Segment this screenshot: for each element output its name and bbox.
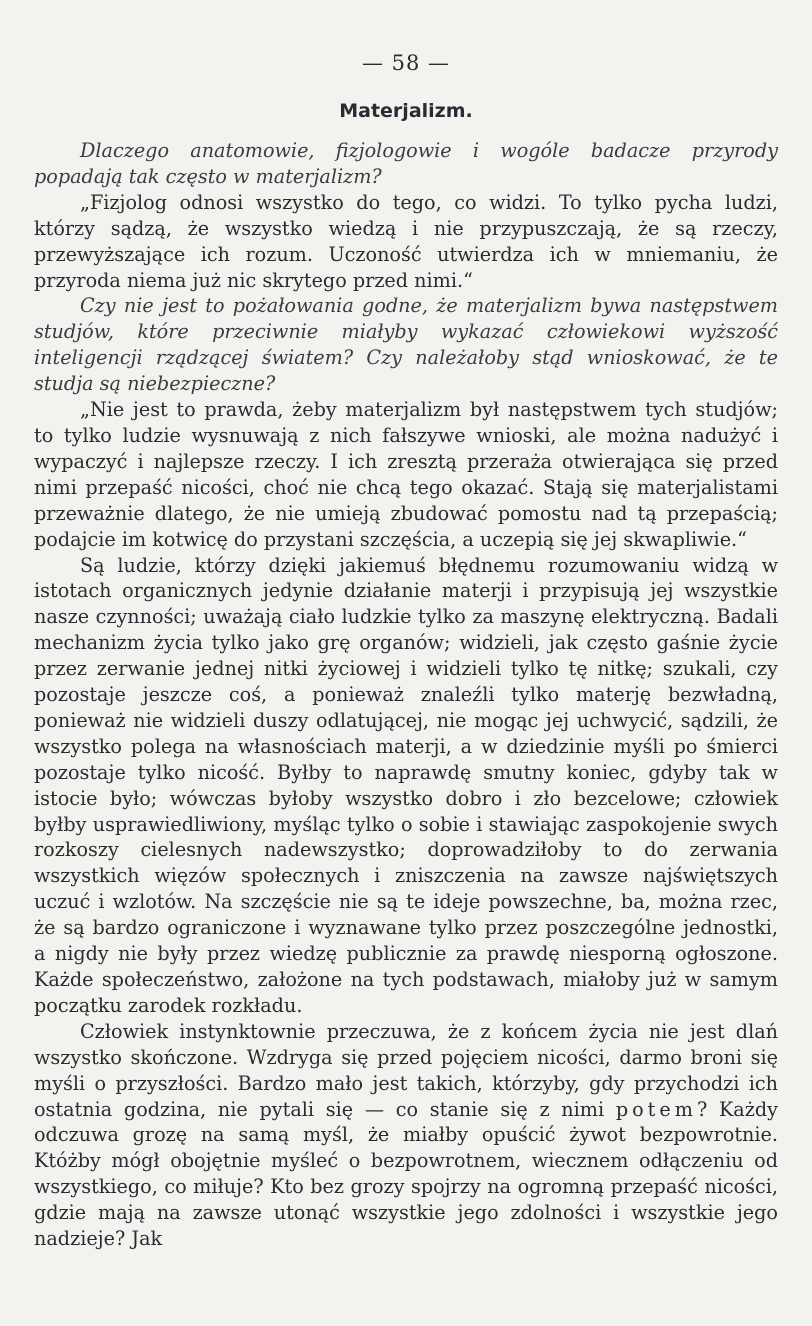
emphasized-word: potem xyxy=(615,1097,697,1121)
answer-paragraph-1: „Fizjolog odnosi wszystko do tego, co widzi. To tylko pycha ludzi, którzy sądzą, że wszystko wiedzą i nie przypuszczają, że są rzeczy, przewyższające ich rozum. Uczoność utwierdza ich w mniemaniu, że przyroda niema już nic skrytego przed nimi.“ xyxy=(34,190,778,292)
question-paragraph-2: Czy nie jest to pożałowania godne, że materjalizm bywa następstwem studjów, które przeciwnie miałyby wykazać człowiekowi wyższość inteligencji rządzącej światem? Czy należałoby stąd wnioskować, że te studja są niebezpieczne? xyxy=(34,294,778,396)
body-paragraph-4-text-after: ? Każdy odczuwa grozę na samą myśl, że miałby opuścić żywot bezpowrotnie. Któżby mógł obojętnie myśleć o bezpowrotnem, wiecznem odłączeniu od wszystkiego, co miłuje? Kto bez grozy spojrzy na ogromną przepaść nicości, gdzie mają na zawsze utonąć wszystkie jego zdolności i wszystkie jego nadzieje? Jak xyxy=(34,1097,778,1251)
book-page xyxy=(34,48,778,1252)
answer-paragraph-2: „Nie jest to prawda, żeby materjalizm był następstwem tych studjów; to tylko ludzie wysnuwają z nich fałszywe wnioski, ale można nadużyć i wypaczyć i najlepsze rzeczy. I ich zresztą przeraża otwierająca się przed nimi przepaść nicości, choć nie chcą tego okazać. Stają się materjalistami przeważnie dlatego, że nie umieją zbudować pomostu nad tą przepaścią; podajcie im kotwicę do przystani szczęścia, a uczepią się jej skwapliwie.“ xyxy=(34,398,778,551)
body-paragraph-4 xyxy=(34,1019,778,1252)
body-paragraph-4-text-before: Człowiek instynktownie przeczuwa, że z końcem życia nie jest dlań wszystko skończone. Wzdryga się przed pojęciem nicości, darmo broni się myśli o przyszłości. Bardzo mało jest takich, którzyby, gdy przychodzi ich ostatnia godzina, nie pytali się — co stanie się z nimi xyxy=(34,1019,778,1121)
body-paragraph-3: Są ludzie, którzy dzięki jakiemuś błędnemu rozumowaniu widzą w istotach organicznych jedynie działanie materji i przypisują jej wszystkie nasze czynności; uważają ciało ludzkie tylko za maszynę elektryczną. Badali mechanizm życia tylko jako grę organów; widzieli, jak często gaśnie życie przez zerwanie jednej nitki życiowej i widzieli tylko tę nitkę; szukali, czy pozostaje jeszcze coś, a ponieważ znaleźli tylko materję bezwładną, ponieważ nie widzieli duszy odlatującej, nie mogąc jej uchwycić, sądzili, że wszystko polega na własnościach materji, a w dziedzinie myśli po śmierci pozostaje tylko nicość. Byłby to naprawdę smutny koniec, gdyby tak w istocie było; wówczas byłoby wszystko dobro i zło bezcelowe; człowiek byłby usprawiedliwiony, myśląc tylko o sobie i stawiając zaspokojenie swych rozkoszy cielesnych nadewszystko; doprowadziłoby to do zerwania wszystkich więzów społecznych i zniszczenia na zawsze najświętszych uczuć i wzlotów. Na szczęście nie są te ideje powszechne, ba, można rzec, że są bardzo ograniczone i wyznawane tylko przez poszczególne jednostki, a nigdy nie były przez wiedzę publicznie za prawdę niesporną ogłoszone. Każde społeczeństwo, założone na tych podstawach, miałoby już w samym początku zarodek rozkładu. xyxy=(34,553,778,1017)
chapter-title: Materjalizm. xyxy=(339,100,473,122)
question-paragraph-1: Dlaczego anatomowie, fizjologowie i wogóle badacze przyrody popadają tak często w materjalizm? xyxy=(34,139,778,188)
page-number: — 58 — xyxy=(361,51,451,75)
